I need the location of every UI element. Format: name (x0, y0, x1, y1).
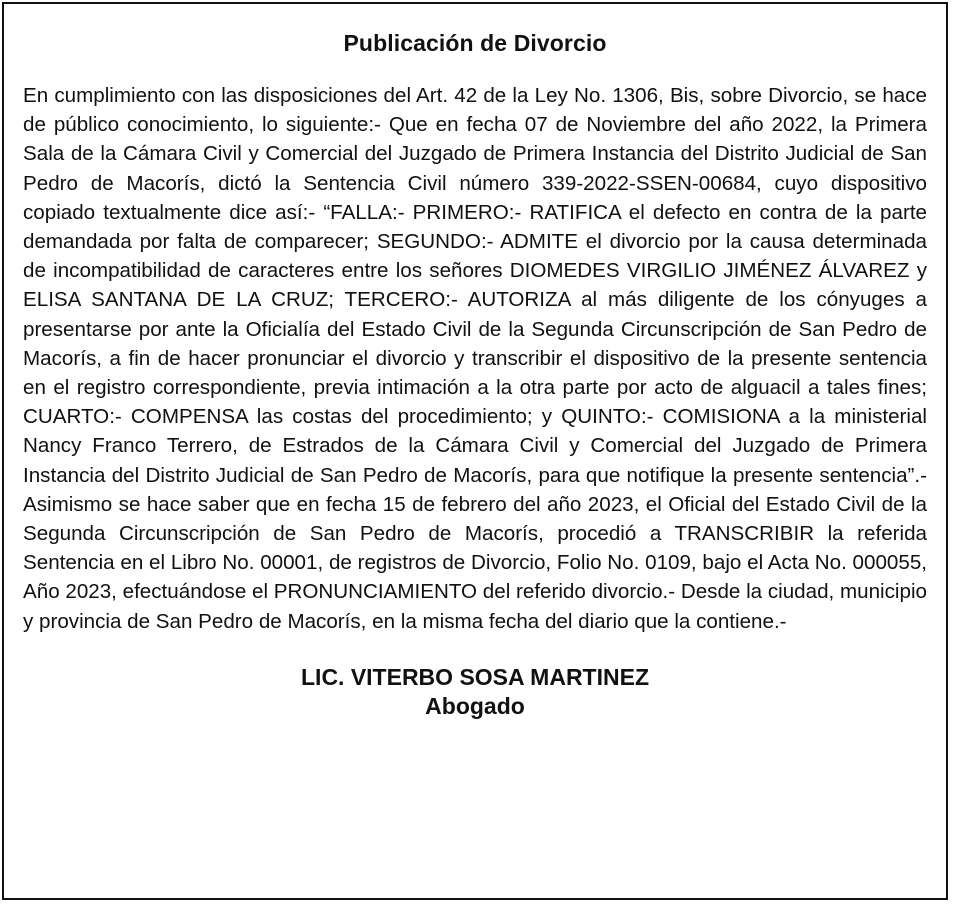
notice-title: Publicación de Divorcio (343, 30, 607, 56)
signer-name: LIC. VITERBO SOSA MARTINEZ (301, 663, 649, 690)
notice-body: En cumplimiento con las disposiciones del Art. 42 de la Ley No. 1306, Bis, sobre Divorcio, se hace de público conocimiento, lo siguiente:- Que en fecha 07 de Noviembre del año 2022, la Primera Sala de la Cámara Civil y Comercial del Juzgado de Primera Instancia del Distrito Judicial de San Pedro de Macorís, dictó la Sentencia Civil número 339-2022-SSEN-00684, cuyo dispositivo copiado textualmente dice así:- “FALLA:- PRIMERO:- RATIFICA el defecto en contra de la parte demandada por falta de comparecer; SEGUNDO:- ADMITE el divorcio por la causa determinada de incompatibilidad de caracteres entre los señores DIOMEDES VIRGILIO JIMÉNEZ ÁLVAREZ y ELISA SANTANA DE LA CRUZ; TERCERO:- AUTORIZA al más diligente de los cónyuges a presentarse por ante la Oficialía del Estado Civil de la Segunda Circunscripción de San Pedro de Macorís, a fin de hacer pronunciar el divorcio y transcribir el dispositivo de la presente sentencia en el registro correspondiente, previa intimación a la otra parte por acto de alguacil a tales fines; CUARTO:- COMPENSA las costas del procedimiento; y QUINTO:- COMISIONA a la ministerial Nancy Franco Terrero, de Estrados de la Cámara Civil y Comercial del Juzgado de Primera Instancia del Distrito Judicial de San Pedro de Macorís, para que notifique la presente sentencia”.- Asimismo se hace saber que en fecha 15 de febrero del año 2023, el Oficial del Estado Civil de la Segunda Circunscripción de San Pedro de Macorís, procedió a TRANSCRIBIR la referida Sentencia en el Libro No. 00001, de registros de Divorcio, Folio No. 0109, bajo el Acta No. 000055, Año 2023, efectuándose el PRONUNCIAMIENTO del referido divorcio.- Desde la ciudad, municipio y provincia de San Pedro de Macorís, en la misma fecha del diario que la contiene.- (23, 84, 927, 633)
signature-block (23, 663, 927, 721)
signer-title: Abogado (425, 692, 525, 719)
divorce-notice (2, 2, 948, 900)
